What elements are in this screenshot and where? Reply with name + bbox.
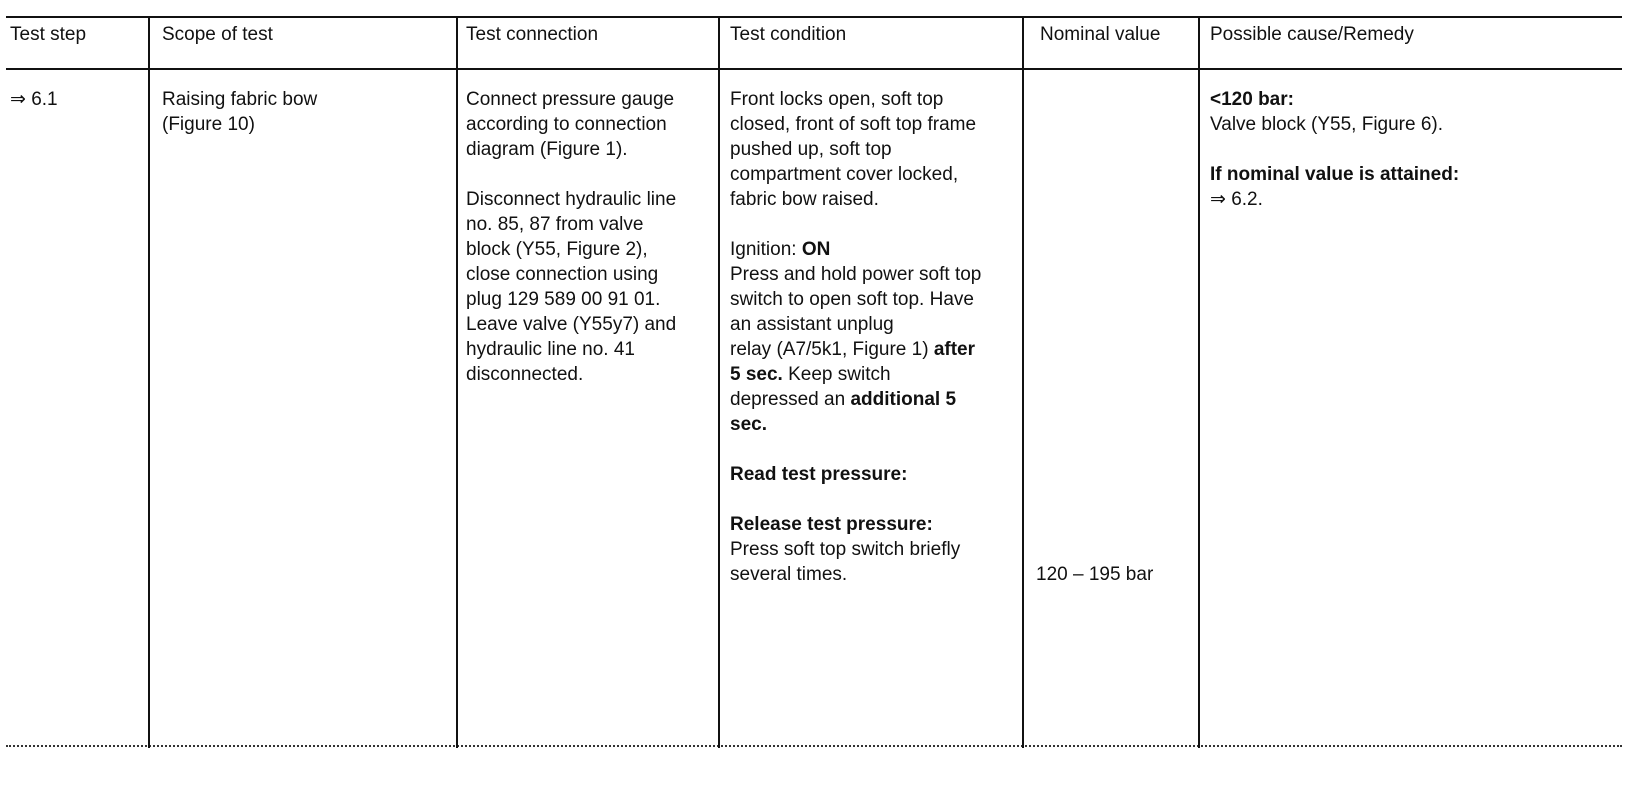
condition-line: pushed up, soft top bbox=[730, 139, 892, 160]
release-step-line: Press soft top switch briefly bbox=[730, 539, 961, 560]
connection-line: close connection using bbox=[466, 264, 659, 285]
depressed-text: depressed an bbox=[730, 389, 846, 410]
read-test-pressure: Read test pressure: bbox=[730, 464, 908, 485]
next-step-reference: ⇒ 6.2. bbox=[1210, 189, 1263, 210]
column-divider bbox=[1022, 16, 1024, 748]
connection-line: plug 129 589 00 91 01. bbox=[466, 289, 661, 310]
column-divider bbox=[718, 16, 720, 748]
connection-line: Disconnect hydraulic line bbox=[466, 189, 677, 210]
relay-line bbox=[730, 337, 981, 362]
condition-line: switch to open soft top. Have bbox=[730, 289, 974, 310]
cell-scope-of-test bbox=[162, 87, 317, 137]
table-bottom-dotted-rule bbox=[6, 745, 1622, 747]
condition-line: Front locks open, soft top bbox=[730, 89, 944, 110]
connection-line: disconnected. bbox=[466, 364, 584, 385]
nominal-value: 120 – 195 bar bbox=[1036, 564, 1154, 585]
header-test-condition: Test condition bbox=[730, 24, 847, 45]
pressure-threshold: <120 bar: bbox=[1210, 89, 1294, 110]
cell-nominal-value bbox=[1036, 562, 1153, 587]
header-test-connection: Test connection bbox=[466, 24, 599, 45]
cell-possible-cause-remedy bbox=[1210, 87, 1459, 212]
cell-test-step bbox=[10, 87, 58, 112]
after-emphasis: after bbox=[933, 339, 975, 360]
connection-line: diagram (Figure 1). bbox=[466, 139, 628, 160]
release-step-line: several times. bbox=[730, 564, 848, 585]
connection-line: Connect pressure gauge bbox=[466, 89, 675, 110]
header-possible-cause-remedy: Possible cause/Remedy bbox=[1210, 24, 1414, 45]
sec-emphasis: sec. bbox=[730, 414, 767, 435]
column-divider bbox=[148, 16, 150, 748]
column-divider bbox=[456, 16, 458, 748]
depressed-line bbox=[730, 387, 981, 412]
remedy-cause: Valve block (Y55, Figure 6). bbox=[1210, 114, 1444, 135]
scope-line: Raising fabric bow bbox=[162, 89, 318, 110]
column-divider bbox=[1198, 16, 1200, 748]
test-step-number: ⇒ 6.1 bbox=[10, 89, 58, 110]
condition-line: an assistant unplug bbox=[730, 314, 894, 335]
condition-line: fabric bow raised. bbox=[730, 189, 879, 210]
ignition-line bbox=[730, 237, 981, 262]
connection-line: no. 85, 87 from valve bbox=[466, 214, 644, 235]
nominal-attained-note: If nominal value is attained: bbox=[1210, 164, 1460, 185]
connection-line: hydraulic line no. 41 bbox=[466, 339, 635, 360]
ignition-value: ON bbox=[801, 239, 831, 260]
condition-line: Press and hold power soft top bbox=[730, 264, 982, 285]
scope-line: (Figure 10) bbox=[162, 114, 255, 135]
header-divider-rule bbox=[6, 68, 1622, 70]
five-sec-emphasis: 5 sec. bbox=[730, 364, 783, 385]
five-sec-line bbox=[730, 362, 981, 387]
ignition-label: Ignition: bbox=[730, 239, 797, 260]
condition-line: compartment cover locked, bbox=[730, 164, 959, 185]
connection-line: according to connection bbox=[466, 114, 667, 135]
additional-emphasis: additional 5 bbox=[850, 389, 957, 410]
table-top-rule bbox=[6, 16, 1622, 18]
cell-test-connection bbox=[466, 87, 676, 387]
header-scope-of-test: Scope of test bbox=[162, 24, 273, 45]
connection-line: Leave valve (Y55y7) and bbox=[466, 314, 677, 335]
header-test-step: Test step bbox=[10, 24, 87, 45]
header-nominal-value: Nominal value bbox=[1040, 24, 1161, 45]
release-test-pressure: Release test pressure: bbox=[730, 514, 933, 535]
keep-switch-text: Keep switch bbox=[788, 364, 891, 385]
connection-line: block (Y55, Figure 2), bbox=[466, 239, 648, 260]
relay-text: relay (A7/5k1, Figure 1) bbox=[730, 339, 929, 360]
cell-test-condition bbox=[730, 87, 981, 587]
condition-line: closed, front of soft top frame bbox=[730, 114, 977, 135]
